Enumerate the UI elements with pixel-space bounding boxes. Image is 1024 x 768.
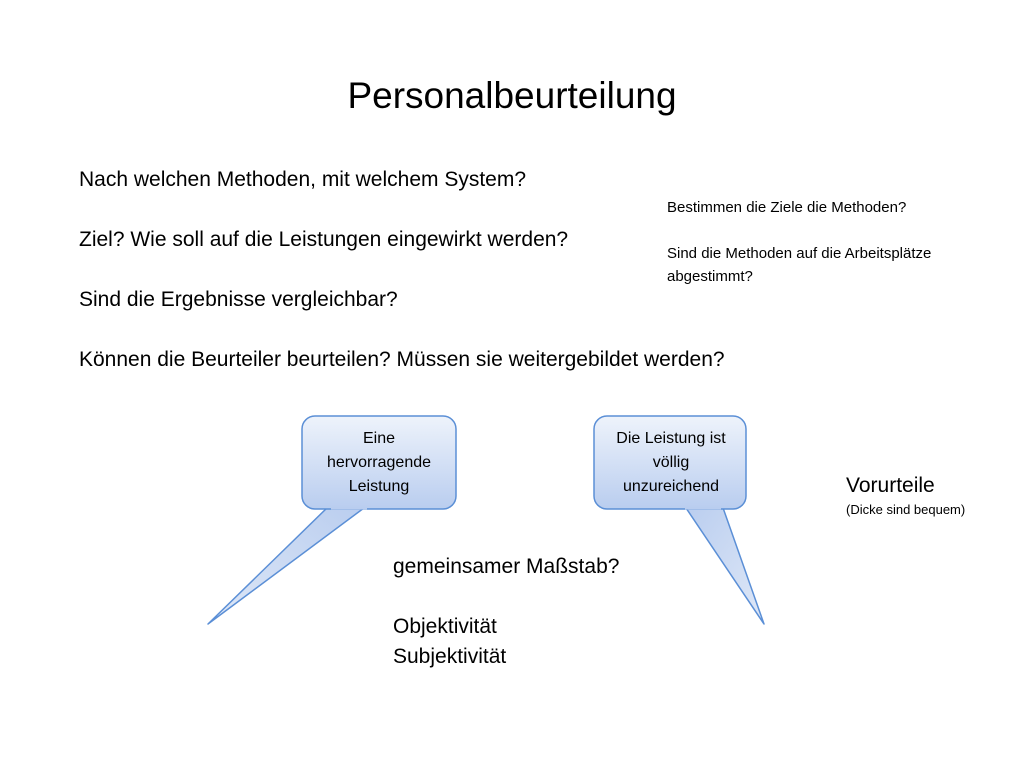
standards-subjectivity: Subjektivität bbox=[393, 645, 507, 668]
side-note-goals-methods: Bestimmen die Ziele die Methoden? bbox=[667, 199, 907, 216]
speech-bubble-right-text bbox=[596, 427, 746, 499]
question-goal: Ziel? Wie soll auf die Leistungen eingewirkt werden? bbox=[79, 228, 569, 251]
prejudice-heading: Vorurteile bbox=[846, 474, 935, 497]
speech-bubble-right-line: Die Leistung ist bbox=[616, 430, 726, 447]
question-methods: Nach welchen Methoden, mit welchem System? bbox=[79, 168, 527, 191]
side-note-workplaces-line2: abgestimmt? bbox=[667, 268, 753, 285]
speech-bubble-left-line: Leistung bbox=[348, 478, 410, 495]
speech-bubble-left-tail bbox=[208, 505, 368, 624]
speech-bubble-right-tail bbox=[684, 505, 764, 624]
prejudice-example: (Dicke sind bequem) bbox=[846, 502, 966, 517]
question-assessors: Können die Beurteiler beurteilen? Müssen sie weitergebildet werden? bbox=[79, 348, 725, 371]
speech-bubble-right-line: völlig bbox=[652, 454, 690, 471]
speech-bubble-left-text bbox=[304, 427, 454, 499]
standards-objectivity: Objektivität bbox=[393, 615, 497, 638]
speech-bubble-left-line: hervorragende bbox=[326, 454, 432, 471]
question-comparable: Sind die Ergebnisse vergleichbar? bbox=[79, 288, 398, 311]
standards-common-scale: gemeinsamer Maßstab? bbox=[393, 555, 620, 578]
speech-bubble-right-line: unzureichend bbox=[622, 478, 720, 495]
standards-list bbox=[393, 552, 619, 672]
slide-title: Personalbeurteilung bbox=[347, 75, 677, 116]
speech-bubble-left-line: Eine bbox=[362, 430, 396, 447]
side-note-workplaces-line1: Sind die Methoden auf die Arbeitsplätze bbox=[667, 245, 932, 262]
